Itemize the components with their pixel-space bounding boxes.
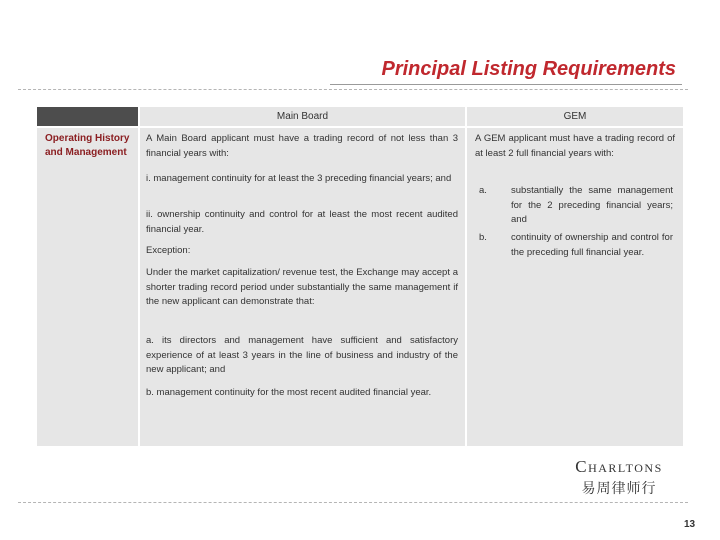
logo-chinese: 易周律师行 [581, 481, 657, 497]
header-main-board-label: Main Board [276, 111, 329, 122]
header-main-board [140, 107, 465, 126]
row-label: Operating History and Management [45, 133, 130, 158]
main-board-item-ii: ii. ownership continuity and control for at least the most recent audited financial year. [146, 209, 458, 235]
main-board-item-i: i. management continuity for at least the 3 preceding financial years; and [146, 173, 452, 184]
header-gem-label: GEM [563, 111, 587, 122]
page-number: 13 [684, 519, 696, 530]
main-board-cell [140, 128, 465, 446]
gem-cell [467, 128, 683, 446]
main-board-item-a: a. its directors and management have sufficient and satisfactory experience of at least 3 years in the line of business and industry of the new applicant; and [146, 335, 458, 375]
row-label-cell [37, 128, 138, 446]
bottom-dashed-divider [18, 502, 688, 503]
gem-item-b: continuity of ownership and control for the preceding full financial year. [511, 232, 673, 258]
charltons-logo [555, 452, 683, 498]
main-board-intro: A Main Board applicant must have a trading record of not less than 3 financial years with: [146, 133, 458, 159]
header-corner-cell [37, 107, 138, 126]
main-board-exception-text: Under the market capitalization/ revenue test, the Exchange may accept a shorter trading record period under substantially the same management if the new applicant can demonstrate that: [146, 267, 458, 307]
page-title: Principal Listing Requirements [381, 58, 676, 80]
title-underline [330, 84, 682, 85]
gem-item-a: substantially the same management for the 2 preceding financial years; and [511, 185, 673, 225]
gem-item-a-marker: a. [479, 185, 487, 196]
logo-english: Charltons [575, 457, 663, 476]
header-gem [467, 107, 683, 126]
main-board-exception-label: Exception: [146, 245, 191, 256]
main-board-item-b: b. management continuity for the most recent audited financial year. [146, 387, 432, 398]
gem-item-b-marker: b. [479, 232, 487, 243]
top-dashed-divider [18, 89, 688, 90]
gem-intro: A GEM applicant must have a trading record of at least 2 full financial years with: [475, 133, 675, 159]
